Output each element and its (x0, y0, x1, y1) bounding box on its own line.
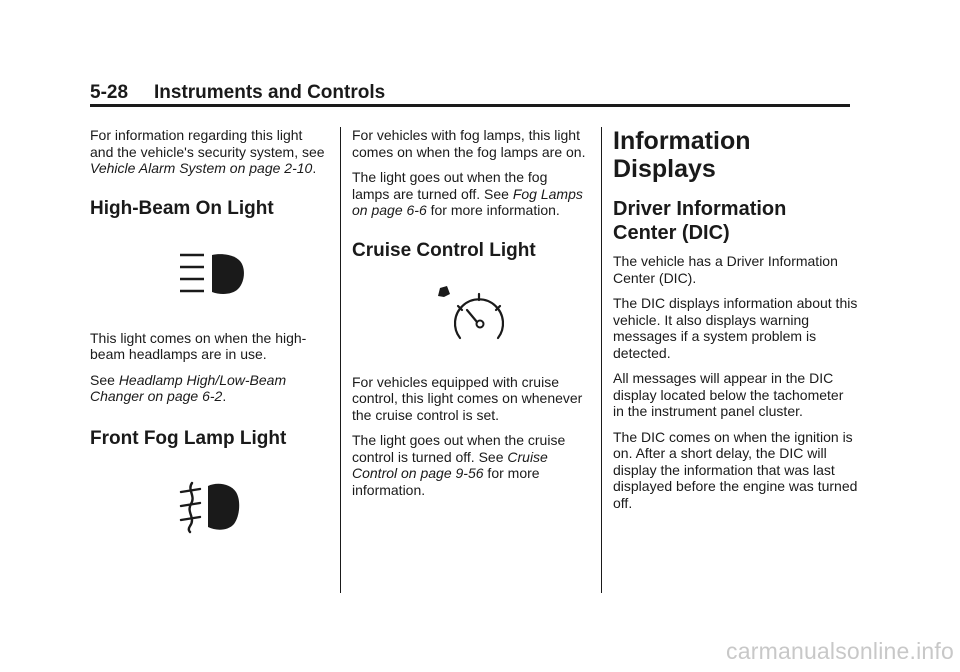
dic-paragraph-1: The vehicle has a Driver Information Center (DIC). (613, 253, 838, 286)
heading-front-fog: Front Fog Lamp Light (90, 427, 287, 449)
fog-lamp-icon-area (90, 450, 325, 560)
dic-paragraph-3: All messages will appear in the DIC display located below the tachometer in the instrument panel cluster. (613, 370, 844, 419)
heading-dic: Driver Information Center (DIC) (613, 198, 787, 244)
page-header (90, 78, 850, 107)
column-divider (601, 127, 602, 593)
cruise-icon-area (352, 262, 587, 374)
heading-high-beam: High-Beam On Light (90, 197, 274, 219)
cruise-control-speedometer-icon (434, 284, 510, 344)
high-beam-reference: See Headlamp High/Low-Beam Changer on page 6-2. (90, 371, 287, 404)
fog-description: For vehicles with fog lamps, this light comes on when the fog lamps are on. (352, 127, 586, 160)
dic-paragraph-4: The DIC comes on when the ignition is on. After a short delay, the DIC will display the information that was last displayed before the engine was turned off. (613, 428, 858, 511)
fog-off-paragraph: The light goes out when the fog lamps are turned off. See Fog Lamps on page 6-6 for more information. (352, 169, 583, 218)
cruise-off-paragraph: The light goes out when the cruise control is turned off. See Cruise Control on page 9-56 for more information. (352, 432, 566, 498)
column-2 (352, 127, 587, 507)
fog-lamp-icon (178, 480, 242, 534)
column-1 (90, 127, 325, 560)
intro-paragraph: For information regarding this light and the vehicle's security system, see Vehicle Alarm System on page 2-10. (90, 127, 325, 176)
section-title: Instruments and Controls (154, 82, 386, 103)
cross-reference: Cruise Control on page 9-56 (352, 448, 548, 481)
column-divider (340, 127, 341, 593)
high-beam-icon-area (90, 220, 325, 330)
cross-reference: Headlamp High/Low-Beam Changer on page 6-2 (90, 371, 287, 404)
high-beam-headlamp-icon (178, 252, 248, 296)
dic-paragraph-2: The DIC displays information about this vehicle. It also displays warning messages if a system problem is detected. (613, 295, 858, 361)
watermark: carmanualsonline.info (726, 638, 954, 664)
high-beam-description: This light comes on when the high-beam headlamps are in use. (90, 329, 307, 362)
cross-reference: Vehicle Alarm System on page 2-10 (90, 160, 313, 176)
cruise-description: For vehicles equipped with cruise control, this light comes on whenever the cruise control is set. (352, 373, 583, 423)
cross-reference: Fog Lamps on page 6-6 (352, 185, 583, 218)
heading-information-displays: Information Displays (613, 127, 751, 183)
heading-cruise-control: Cruise Control Light (352, 239, 536, 261)
column-3 (613, 127, 858, 520)
page-number: 5-28 (90, 82, 129, 103)
